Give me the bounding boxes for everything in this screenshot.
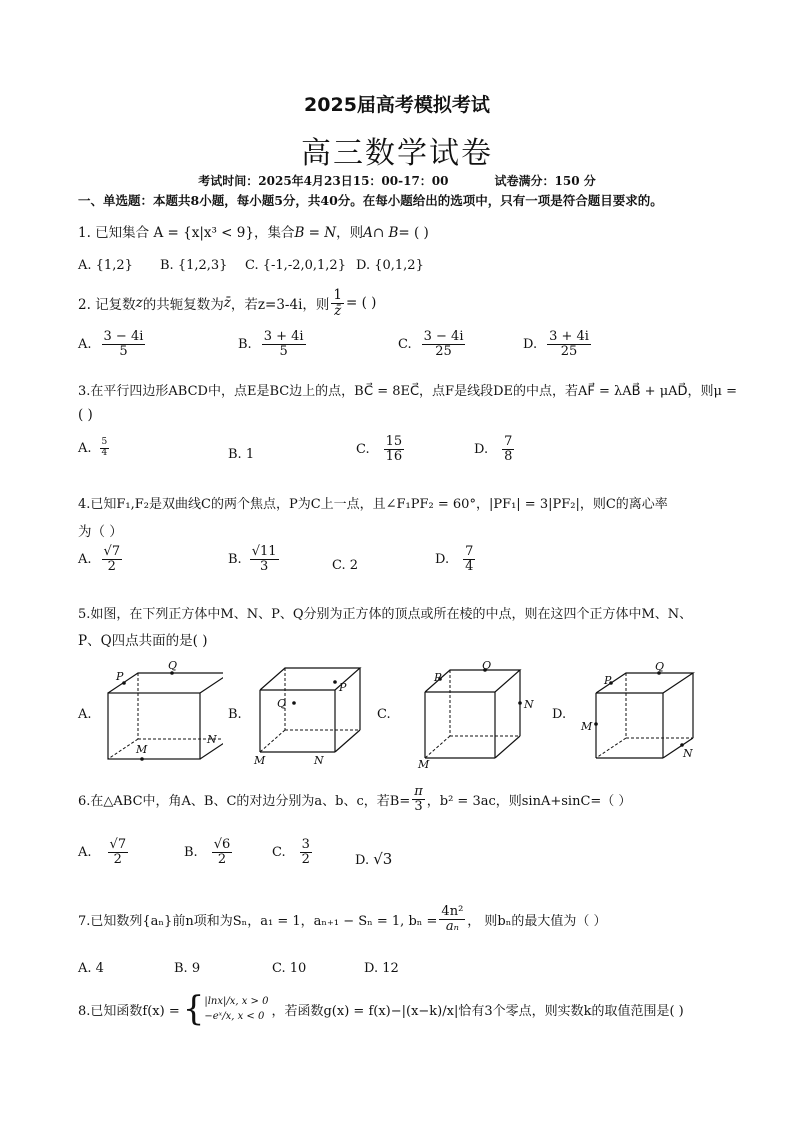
- question-4-line1: 4.已知F₁,F₂是双曲线C的两个焦点，P为C上一点，且∠F₁PF₂ = 60°，|PF₁| = 3|PF₂|，则C的离心率: [78, 497, 668, 512]
- q3-d-label: D.: [474, 442, 489, 458]
- q6-den: 3: [414, 799, 423, 815]
- q5-cube-d: [578, 660, 703, 765]
- label-p-d: P: [604, 674, 612, 687]
- q7-num: 4n²: [441, 904, 464, 919]
- q1-post: ，则: [336, 225, 364, 241]
- brace-icon: {: [182, 989, 205, 1029]
- q4-b-num: √11: [251, 544, 277, 559]
- q6-d-label: D.: [355, 853, 370, 868]
- q7-option-b: B. 9: [174, 961, 201, 976]
- q2-option-a-label: A.: [78, 337, 92, 353]
- q2-c-den: 25: [435, 344, 452, 360]
- q4-d-num: 7: [465, 544, 474, 559]
- q2-d-den: 25: [560, 344, 578, 360]
- question-6: [78, 785, 631, 815]
- q4-option-d: [435, 545, 477, 575]
- q2-a-den: 5: [119, 344, 128, 360]
- q2-a-num: 3 − 4i: [103, 329, 144, 344]
- q6-a-num: √7: [109, 837, 127, 852]
- q2-z: z: [135, 295, 143, 312]
- q2-b-num: 3 + 4i: [263, 329, 304, 344]
- label-q-d: Q: [655, 660, 665, 673]
- q5-option-a-label: A.: [78, 707, 92, 722]
- q3-option-d: [474, 435, 516, 465]
- q3-c-den: 16: [385, 449, 403, 465]
- question-3-line2: ( ): [78, 407, 93, 423]
- q4-a-den: 2: [107, 559, 116, 575]
- q2-cond: ，若z=3-4i，则: [230, 297, 330, 314]
- q6-c-num: 3: [301, 837, 310, 852]
- q1-option-b: B. {1,2,3}: [160, 258, 228, 273]
- q4-b-den: 3: [259, 559, 269, 575]
- q1-option-d: D. {0,1,2}: [356, 258, 424, 273]
- section-heading: 一、单选题：本题共8小题，每小题5分，共40分。在每小题给出的选项中，只有一项是符合题目要求的。: [78, 193, 663, 208]
- exam-time: 考试时间：2025年4月23日15：00-17：00: [198, 174, 449, 188]
- q8-pre: 8.已知函数f(x) =: [78, 1003, 180, 1019]
- q7-post: ， 则bₙ的最大值为（ ）: [467, 914, 607, 930]
- q3-option-b: [228, 447, 254, 462]
- question-1: [78, 221, 429, 241]
- question-8: [78, 989, 684, 1029]
- label-m-c: M: [418, 758, 430, 770]
- label-n-b: N: [314, 754, 324, 767]
- exam-score: 试卷满分：150 分: [494, 174, 596, 188]
- q2-d-num: 3 + 4i: [549, 329, 589, 344]
- label-p: P: [116, 670, 124, 683]
- q2-pre: 2. 记复数: [78, 297, 136, 314]
- q3-d-num: 7: [504, 434, 513, 449]
- q5-cube-b: [250, 660, 365, 770]
- q7-pre: 7.已知数列{aₙ}前n项和为Sₙ，a₁ = 1，aₙ₊₁ − Sₙ = 1, bₙ =: [78, 914, 438, 930]
- q8-case-1: |lnx|/x, x > 0: [204, 996, 269, 1007]
- q2-b-den: 5: [279, 344, 288, 360]
- label-p-b: P: [339, 681, 347, 694]
- q2-end: = ( ): [346, 295, 377, 312]
- q1-expr: A∩ B: [363, 225, 399, 241]
- question-3-line1: 3.在平行四边形ABCD中，点E是BC边上的点，BC⃗ = 8EC⃗，点F是线段DE的中点，若AF⃗ = λAB⃗ + μAD⃗，则μ =: [78, 384, 738, 399]
- q2-option-d-label: D.: [523, 337, 538, 353]
- q2-option-a: [78, 330, 147, 360]
- q5-option-d-label: D.: [552, 707, 567, 722]
- q6-option-c: [272, 838, 314, 868]
- q6-d-text: √3: [373, 850, 393, 868]
- q3-a-num: 5: [101, 437, 108, 447]
- q6-a-label: A.: [78, 845, 92, 861]
- q4-option-c: [332, 558, 358, 573]
- question-5-line2: P、Q四点共面的是( ): [78, 633, 208, 649]
- q4-c-label: C.: [332, 558, 346, 573]
- q8-post: ，若函数g(x) = f(x)−|(x−k)/x|恰有3个零点，则实数k的取值范围是( ): [271, 1003, 684, 1019]
- q4-option-b: [228, 545, 281, 575]
- q6-option-b: [184, 838, 234, 868]
- label-m-b: M: [254, 754, 266, 767]
- label-m-d: M: [581, 720, 593, 733]
- q2-option-c: [398, 330, 467, 360]
- q6-c-den: 2: [301, 852, 310, 868]
- label-n-a: N: [207, 733, 217, 746]
- label-n-c: N: [524, 698, 534, 711]
- q1-set-b: B = N: [294, 225, 337, 241]
- q6-post: ，b² = 3ac，则sinA+sinC=（ ）: [426, 794, 632, 810]
- q6-num: π: [414, 784, 423, 799]
- q6-b-den: 2: [217, 852, 227, 868]
- q3-option-c: [356, 435, 406, 465]
- q2-zbar: z̄: [223, 295, 231, 312]
- q7-option-d: D. 12: [364, 961, 399, 976]
- q4-d-den: 4: [465, 559, 474, 575]
- q2-option-b: [238, 330, 308, 360]
- q8-case-2: −eˣ/x, x < 0: [204, 1011, 265, 1022]
- q6-option-d: [355, 850, 392, 868]
- q3-d-den: 8: [504, 449, 513, 465]
- q1-set-a: A = {x|x³ < 9}: [153, 225, 254, 241]
- q3-c-num: 15: [385, 434, 403, 449]
- q3-c-label: C.: [356, 442, 370, 458]
- exam-info: [0, 172, 794, 189]
- question-4-line2: 为（ ）: [78, 524, 123, 540]
- q2-c-num: 3 − 4i: [423, 329, 464, 344]
- label-m: M: [136, 743, 148, 756]
- q2-fraction: [331, 288, 344, 319]
- q4-a-label: A.: [78, 552, 92, 568]
- label-q: Q: [168, 660, 178, 672]
- exam-title: 2025届高考模拟考试: [304, 94, 490, 116]
- point-m: [140, 757, 144, 761]
- q2-frac-den: z̄: [334, 302, 342, 319]
- q4-a-num: √7: [103, 544, 121, 559]
- q3-option-a: [78, 438, 111, 459]
- q4-c-text: 2: [349, 558, 359, 573]
- q7-den: aₙ: [445, 919, 459, 935]
- q1-end: = ( ): [398, 225, 429, 241]
- q1-option-c: C. {-1,-2,0,1,2}: [245, 258, 346, 273]
- q6-pre: 6.在△ABC中，角A、B、C的对边分别为a、b、c，若B=: [78, 794, 411, 810]
- q3-b-text: 1: [245, 447, 255, 462]
- question-2: [78, 288, 376, 319]
- q7-option-a: A. 4: [78, 961, 104, 976]
- label-q-b: Q: [277, 697, 287, 710]
- q4-d-label: D.: [435, 552, 450, 568]
- q3-a-label: A.: [78, 440, 92, 456]
- exam-subtitle: 高三数学试卷: [301, 136, 493, 171]
- q6-option-a: [78, 838, 130, 868]
- question-5-line1: 5.如图，在下列正方体中M、N、P、Q分别为正方体的顶点或所在棱的中点，则在这四个正方体中M、N、: [78, 607, 693, 622]
- q1-option-a: A. {1,2}: [78, 258, 133, 273]
- q5-cube-c: [415, 660, 545, 770]
- label-n-d: N: [683, 747, 693, 760]
- q8-piecewise: [182, 989, 269, 1029]
- q6-c-label: C.: [272, 845, 286, 861]
- q1-pre: 1. 已知集合: [78, 225, 150, 241]
- q2-option-c-label: C.: [398, 337, 412, 353]
- q7-option-c: C. 10: [272, 961, 307, 976]
- q6-b-num: √6: [213, 837, 231, 852]
- q6-a-den: 2: [113, 852, 122, 868]
- q2-option-b-label: B.: [238, 337, 252, 353]
- q6-b-label: B.: [184, 845, 198, 861]
- q2-mid: 的共轭复数为: [142, 297, 224, 314]
- q5-option-c-label: C.: [377, 707, 391, 722]
- label-p-c: P: [434, 671, 442, 684]
- q4-option-a: [78, 545, 124, 575]
- q3-a-den: 4: [101, 447, 108, 458]
- question-7: [78, 905, 607, 935]
- q5-cube-a: [98, 660, 223, 765]
- q4-b-label: B.: [228, 552, 242, 568]
- q1-mid: ，集合: [253, 225, 295, 241]
- q3-b-label: B.: [228, 447, 242, 462]
- label-q-c: Q: [482, 660, 492, 672]
- q2-frac-num: 1: [333, 287, 342, 303]
- q2-option-d: [523, 330, 593, 360]
- q5-option-b-label: B.: [228, 707, 242, 722]
